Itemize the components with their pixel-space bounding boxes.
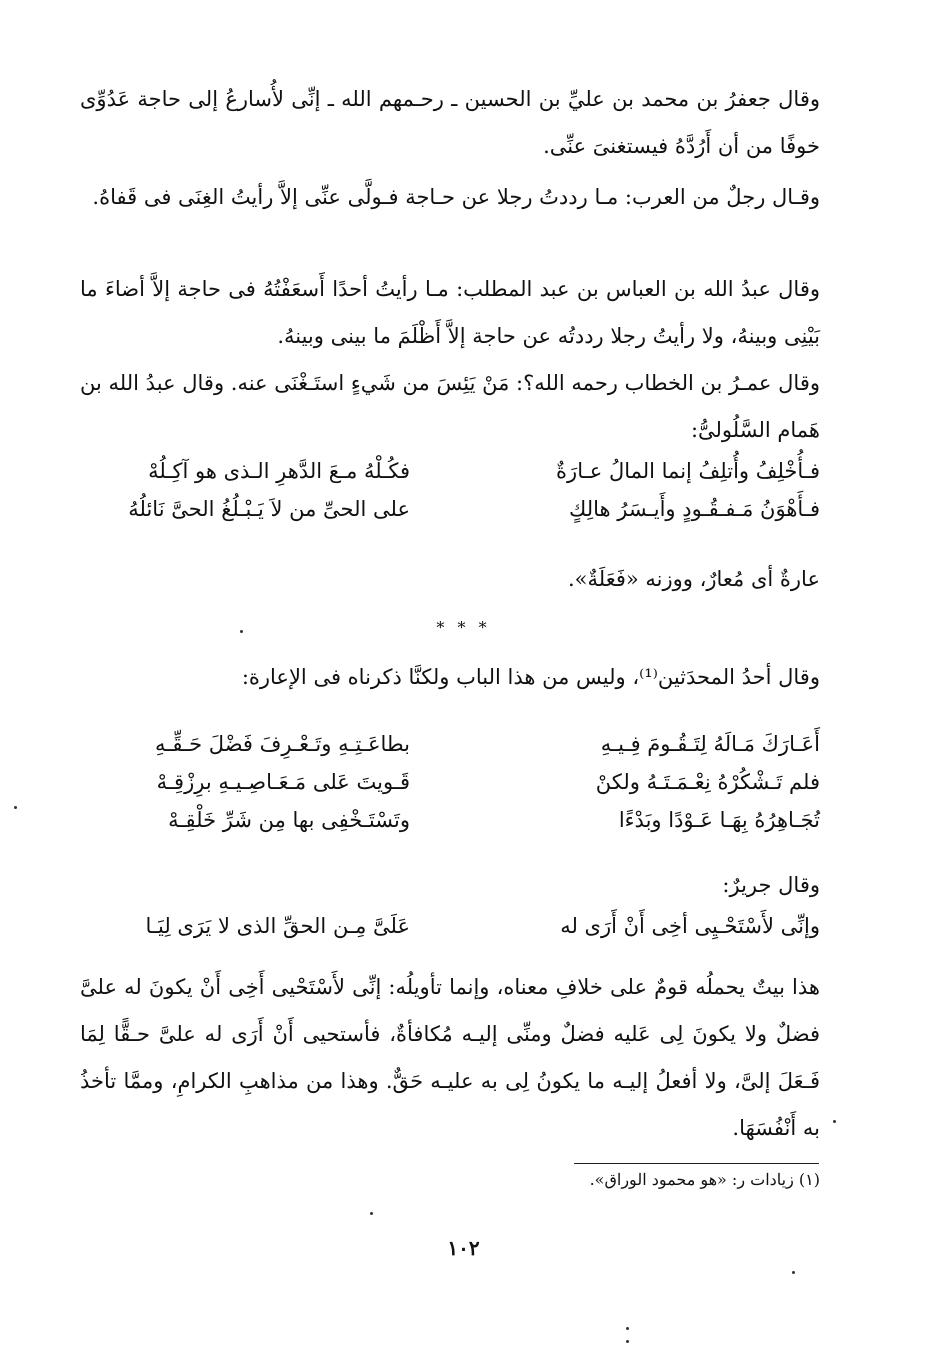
paragraph-commentary (80, 964, 820, 1152)
paragraph-jafar (80, 76, 820, 170)
scan-speck (626, 1327, 629, 1330)
verse-jarir (80, 907, 820, 945)
verse-second-hemistich: قَـويتَ عَلى مَـعَـاصِـيـهِ برِزْقِـهْ (156, 770, 410, 794)
verse-first-hemistich: فـأُخْلِفُ وأُتلِفُ إنما المالُ عـارَةٌ (556, 459, 820, 483)
gloss-text: عارةٌ أى مُعارٌ، ووزنه «فَعَلَةٌ». (567, 567, 820, 591)
intro-muhaddath (80, 654, 820, 701)
scan-speck (370, 1212, 373, 1215)
paragraph-umar (80, 360, 820, 454)
paragraph-arab-man (80, 174, 820, 221)
paragraph-text: وقال عبدُ الله بن العباس بن عبد المطلب: مـا رأيتُ أحدًا أَسعَفْتُهُ فى حاجة إلاَّ أضاءَ ما بَيْنِى وبينهُ، ولا رأيتُ رجلا رددتُه عن حاجة إلاَّ أَظْلَمَ ما بينى وبينهُ. (80, 277, 820, 348)
verse-second-hemistich: على الحىِّ من لاَ يَـبْـلُغُ الحىَّ نَائلُهُ (128, 497, 410, 521)
verse-line (80, 490, 820, 528)
verse-first-hemistich: فلم تَـشْكُرْهُ نِعْـمَـتَـهُ ولكنْ (595, 770, 820, 794)
verse-first-hemistich: تُجَـاهِرُهُ بِهَـا عَـوْدًا وبَدْءًا (618, 808, 820, 832)
verse-line (80, 763, 820, 801)
page-number: ١٠٢ (447, 1236, 480, 1260)
scan-speck (792, 1271, 795, 1274)
footnote: (١) زيادات ر: «هو محمود الوراق». (589, 1170, 820, 1189)
verse-first-hemistich: فـأَهْوَنُ مَـفـقُـودٍ وأَيـسَرُ هالِكٍ (569, 497, 820, 521)
verse-line (80, 907, 820, 945)
scan-speck (240, 630, 243, 633)
footnote-divider (574, 1163, 819, 1164)
verse-line (80, 452, 820, 490)
verse-salouli (80, 452, 820, 528)
section-separator: * * * (436, 618, 491, 637)
intro-text: وقال أحدُ المحدَثين⁽¹⁾، وليس من هذا الباب ولكنَّا ذكرناه فى الإعارة: (241, 665, 820, 689)
scan-speck (14, 806, 17, 809)
intro-jarir (80, 862, 820, 909)
verse-first-hemistich: أَعَـارَكَ مَـالَهُ لِتَـقُـومَ فِـيـهِ (600, 732, 820, 756)
gloss-line (460, 556, 820, 603)
paragraph-text: وقـال رجلٌ من العرب: مـا رددتُ رجلا عن حـاجة فـولَّى عنِّى إلاَّ رأيتُ الغِنَى فى قَفاهُ. (92, 185, 820, 209)
paragraph-text: وقال جعفرُ بن محمد بن عليِّ بن الحسين ـ رحـمهم الله ـ إنِّى لأُسارعُ إلى حاجة عَدُوِّى خوفًا من أن أَرُدَّهُ فيستغنىَ عنِّى. (80, 87, 820, 158)
paragraph-text: هذا بيتٌ يحملُه قومٌ على خلافِ معناه، وإنما تأويلُه: إنِّى لأَسْتَحْيى أَخِى أَنْ يكونَ له علىَّ فضلٌ ولا يكونَ لِى عَليه فضلٌ ومنِّى إليـه مُكافأةٌ، فأستحيى أَنْ أَرَى له علىَّ حـقًّا لِمَا فَـعَلَ إلىَّ، ولا أفعلُ إليـه ما يكونُ لِى به عليـه حَقٌّ. وهذا من مذاهبِ الكرامِ، وممَّا تأخذُ به أَنْفُسَهَا. (80, 975, 820, 1140)
verse-second-hemistich: عَلَىَّ مِـن الحقِّ الذى لا يَرَى لِيَـا (145, 914, 410, 938)
verse-muhaddath (80, 725, 820, 839)
scan-speck (626, 1340, 629, 1343)
verse-line (80, 725, 820, 763)
paragraph-text: وقال عمـرُ بن الخطاب رحمه الله؟: مَنْ يَئِسَ من شَيءٍ استَـغْنَى عنه. وقال عبدُ الله بن هَمام السَّلُولىُّ: (80, 371, 820, 442)
verse-line (80, 801, 820, 839)
verse-second-hemistich: وتَسْتَـخْفِى بها مِن شَرِّ خَلْقِـهْ (168, 808, 410, 832)
verse-second-hemistich: بطاعَـتِـهِ وتَـعْـرِفَ فَضْلَ حَـقِّـهِ (154, 732, 410, 756)
scan-speck (833, 1120, 836, 1123)
intro-text: وقال جريرٌ: (722, 873, 820, 897)
paragraph-ibn-abbas (80, 266, 820, 360)
verse-first-hemistich: وإنِّى لأَسْتَحْـيِى أخِى أَنْ أَرَى له (560, 914, 820, 938)
verse-second-hemistich: فكُـلْهُ مـعَ الدَّهرِ الـذى هو آكِـلُهْ (148, 459, 410, 483)
